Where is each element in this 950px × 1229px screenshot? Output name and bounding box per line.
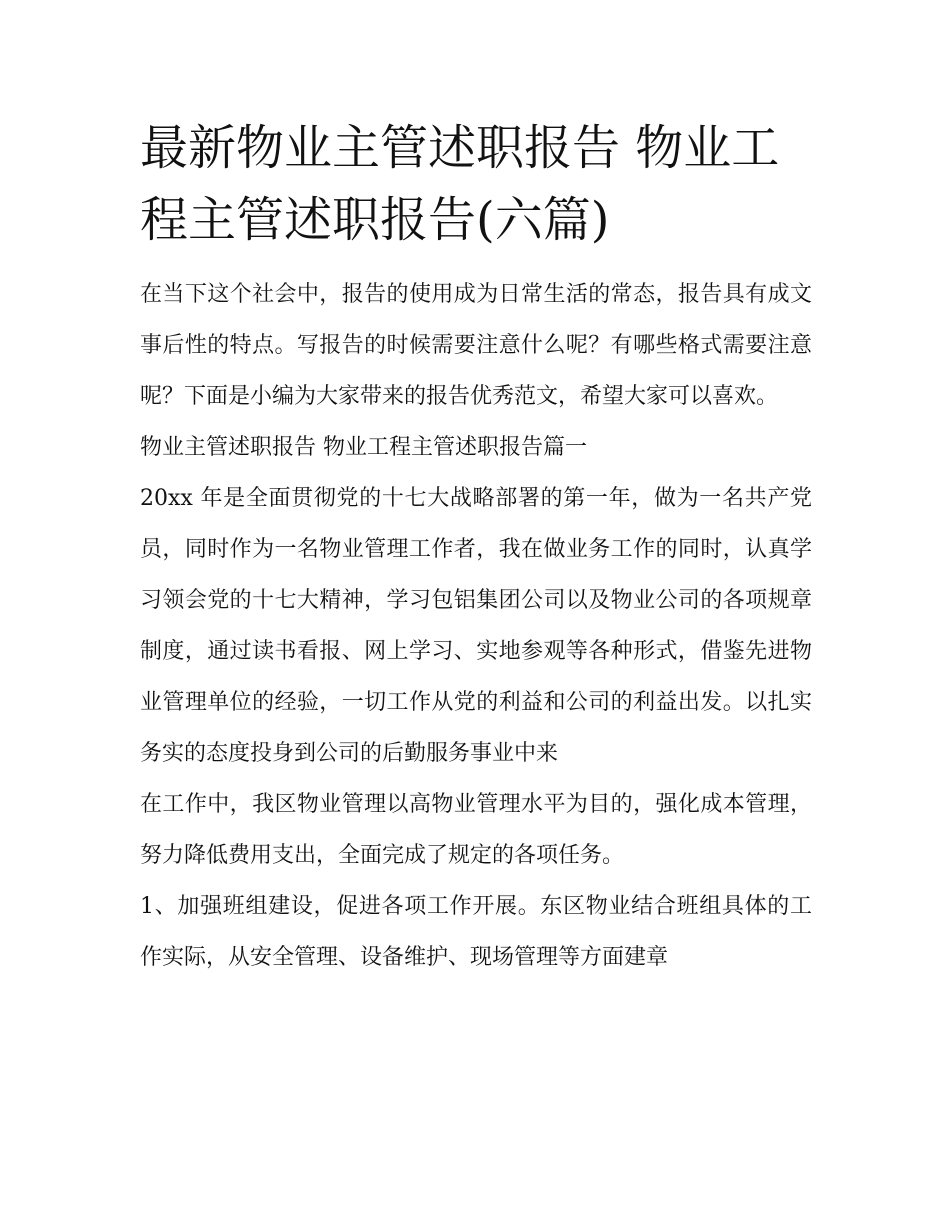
section-heading: 物业主管述职报告 物业工程主管述职报告篇一 — [140, 435, 587, 460]
body-paragraph: 在工作中，我区物业管理以高物业管理水平为目的，强化成本管理，努力降低费用支出，全面完成了规定的各项任务。 — [140, 792, 812, 868]
document-title: 最新物业主管述职报告 物业工程主管述职报告(六篇) — [140, 120, 780, 248]
document-content — [140, 112, 812, 983]
body-paragraph: 1、加强班组建设，促进各项工作开展。东区物业结合班组具体的工作实际，从安全管理、设备维护、现场管理等方面建章 — [140, 894, 812, 970]
intro-paragraph: 在当下这个社会中，报告的使用成为日常生活的常态，报告具有成文事后性的特点。写报告的时候需要注意什么呢？有哪些格式需要注意呢？下面是小编为大家带来的报告优秀范文，希望大家可以喜欢。 — [140, 282, 812, 409]
document-body — [140, 269, 812, 983]
body-paragraph: 20xx 年是全面贯彻党的十七大战略部署的第一年，做为一名共产党员，同时作为一名物业管理工作者，我在做业务工作的同时，认真学习领会党的十七大精神，学习包铝集团公司以及物业公司的各项规章制度，通过读书看报、网上学习、实地参观等各种形式，借鉴先进物业管理单位的经验，一切工作从党的利益和公司的利益出发。以扎实务实的态度投身到公司的后勤服务事业中来 — [140, 486, 812, 766]
